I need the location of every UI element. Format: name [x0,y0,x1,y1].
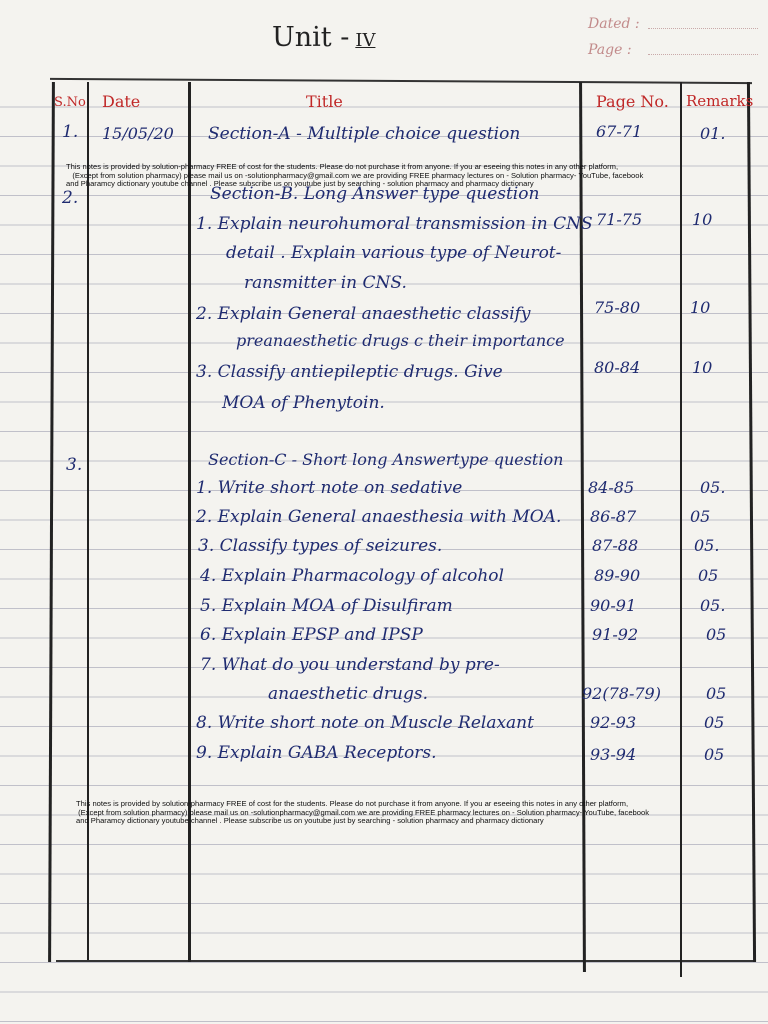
notice-line: and Pharamcy dictionary youtube channel . Please subscribe us on youtube just by searching - solution pharmacy and pharmacy dictionary [66,178,534,188]
row-page: 90-91 [590,596,637,615]
column-divider-date [87,82,89,960]
row-remark: 10 [690,298,711,317]
notice-line: and Pharamcy dictionary youtube channel . Please subscribe us on youtube just by searching - solution pharmacy and pharmacy dictionary [76,815,544,825]
row-page: 89-90 [594,566,641,585]
row-title: 1. Write short note on sedative [196,478,463,498]
row-title: 8. Write short note on Muscle Relaxant [196,713,534,733]
row-title: 4. Explain Pharmacology of alcohol [200,566,504,586]
row-remark: 10 [692,210,713,229]
row-page: 75-80 [594,298,641,317]
row-page: 87-88 [592,536,639,555]
row-title: 1. Explain neurohumoral transmission in CNS [196,214,593,234]
row-remark: 05 [704,713,725,732]
row-page: 67-71 [596,122,643,141]
row-title: 3. Classify types of seizures. [198,536,443,556]
row-title: 3. Classify antiepileptic drugs. Give [196,362,503,382]
header-sno: S.No [54,95,86,110]
row-remark: 05 [690,507,711,526]
row-title: ransmitter in CNS. [244,273,407,293]
row-sno: 2. [62,188,79,208]
row-sno: 1. [62,122,79,142]
notice-line: (Except from solution pharmacy) please mail us on -solutionpharmacy@gmail.com we are providing FREE pharmacy lectures on - Solution pharmacy- YouTube, facebook [78,807,650,817]
row-title: Section-A - Multiple choice question [208,124,521,144]
row-page: 80-84 [594,358,641,377]
row-remark: 01. [700,124,726,143]
column-divider-title [188,82,191,962]
header-title: Title [306,92,343,111]
table-top-rule [50,78,752,84]
row-title: MOA of Phenytoin. [222,393,385,413]
notice-bottom [76,792,649,825]
unit-label: Unit - [272,22,350,53]
row-title: Section-C - Short long Answertype question [208,450,564,469]
unit-number: IV [355,30,376,51]
row-title: 2. Explain General anaesthetic classify [196,304,531,324]
row-page: 86-87 [590,507,637,526]
row-remark: 05 [706,684,727,703]
notice-line: This notes is provided by solution-pharmacy FREE of cost for the students. Please do not purchase it from anyone. If you ar eseeing this notes in any other platform, [76,799,629,809]
column-divider-remarks [680,82,682,977]
column-divider-left [48,82,55,962]
row-title: detail . Explain various type of Neurot- [226,243,562,263]
row-remark: 10 [692,358,713,377]
notice-line: (Except from solution pharmacy) please mail us on -solutionpharmacy@gmail.com we are providing FREE pharmacy lectures on - Solution pharmacy- YouTube, facebook [72,170,644,180]
row-title: preanaesthetic drugs c their importance [236,331,565,350]
row-remark: 05. [694,536,720,555]
row-title: 9. Explain GABA Receptors. [196,743,437,763]
row-remark: 05. [700,596,726,615]
row-page: 71-75 [596,210,643,229]
row-remark: 05 [704,745,725,764]
dated-label: Dated : [588,16,640,32]
table-bottom-rule [56,960,756,962]
row-title: 7. What do you understand by pre- [200,655,500,675]
row-page: 91-92 [592,625,639,644]
page-label: Page : [588,42,632,58]
row-page: 84-85 [588,478,635,497]
row-page: 93-94 [590,745,637,764]
row-date: 15/05/20 [102,124,174,143]
header-remarks: Remarks [686,92,754,110]
header-date: Date [102,92,141,111]
row-title: Section-B. Long Answer type question [210,184,540,204]
row-remark: 05. [700,478,726,497]
column-divider-right [747,82,756,962]
row-title: 6. Explain EPSP and IPSP [200,625,423,645]
row-remark: 05 [706,625,727,644]
notice-line: This notes is provided by solution-pharmacy FREE of cost for the students. Please do not purchase it from anyone. If you ar eseeing this notes in any other platform, [66,162,619,172]
row-page: 92-93 [590,713,637,732]
row-remark: 05 [698,566,719,585]
row-sno: 3. [66,455,83,475]
header-page-no: Page No. [596,92,669,111]
row-title: 5. Explain MOA of Disulfiram [200,596,453,616]
row-title: 2. Explain General anaesthesia with MOA. [196,507,562,527]
row-page: 92(78-79) [582,684,661,703]
unit-heading [272,22,375,53]
row-title: anaesthetic drugs. [268,684,429,704]
